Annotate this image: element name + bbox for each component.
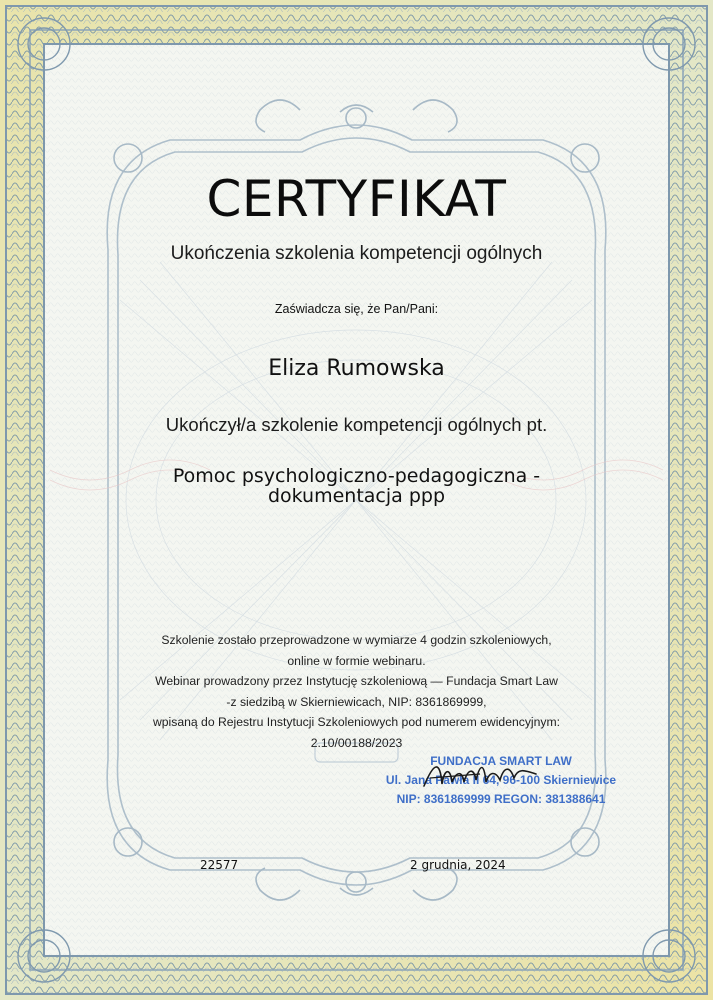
details-line: Szkolenie zostało przeprowadzone w wymiarze 4 godzin szkoleniowych,	[161, 633, 552, 647]
attestation-text: Zaświadcza się, że Pan/Pani:	[274, 302, 439, 316]
issue-date: 2 grudnia, 2024	[410, 858, 506, 872]
completed-text: Ukończył/a szkolenie kompetencji ogólnych pt.	[165, 414, 548, 435]
stamp-line-2: Ul. Jana Pawła II 64, 96-100 Skierniewice	[385, 773, 617, 787]
training-details	[0, 630, 713, 753]
details-line: wpisaną do Rejestru Instytucji Szkoleniowych pod numerem ewidencyjnym:	[152, 715, 561, 729]
certificate-subtitle: Ukończenia szkolenia kompetencji ogólnych	[170, 243, 543, 264]
details-line: -z siedzibą w Skierniewicach, NIP: 8361869999,	[226, 694, 487, 709]
course-title-line-1: Pomoc psychologiczno-pedagogiczna -	[172, 465, 541, 487]
certificate-title: CERTYFIKAT	[206, 170, 507, 228]
stamp-line-1: FUNDACJA SMART LAW	[430, 754, 572, 768]
details-line: Webinar prowadzony przez Instytucję szkoleniową — Fundacja Smart Law	[155, 674, 558, 688]
stamp-line-3: NIP: 8361869999 REGON: 381388641	[396, 792, 606, 806]
recipient-name: Eliza Rumowska	[268, 356, 445, 381]
certificate-number: 22577	[200, 858, 239, 872]
registry-number: 2.10/00188/2023	[310, 735, 403, 750]
course-title-line-2: dokumentacja ppp	[267, 485, 446, 507]
details-line: online w formie webinaru.	[287, 653, 426, 668]
course-title	[0, 466, 713, 506]
handwritten-signature	[420, 756, 540, 792]
